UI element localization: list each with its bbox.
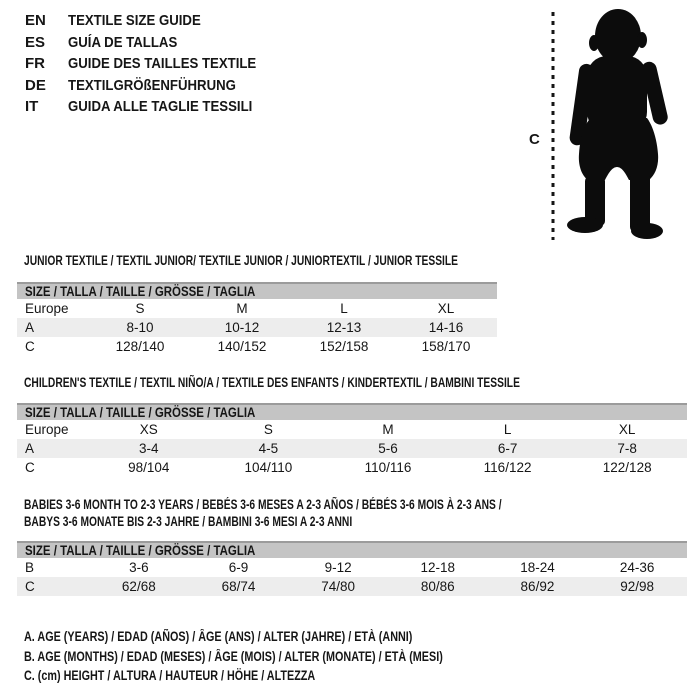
value-cell: XS	[139, 422, 158, 437]
value-cell: 92/98	[620, 579, 655, 594]
value-cell: M	[382, 422, 394, 437]
row-label-cell: A	[25, 320, 35, 335]
legend-line	[24, 666, 547, 686]
section-title-line	[24, 252, 497, 269]
size-table-wrap	[17, 541, 687, 596]
table-header-text: SIZE / TALLA / TAILLE / GRÖSSE / TAGLIA	[25, 284, 256, 299]
value-cell: XL	[437, 301, 455, 316]
row-label-cell: B	[25, 560, 35, 575]
legend-line-text: B. AGE (MONTHS) / EDAD (MESES) / ÂGE (MOIS) / ALTER (MONATE) / ETÀ (MESI)	[24, 648, 443, 664]
value-cell: 14-16	[428, 320, 464, 335]
row-label-cell: A	[25, 441, 35, 456]
table-row	[17, 458, 687, 477]
value-cell: 5-6	[378, 441, 398, 456]
language-code: DE	[25, 76, 46, 94]
table-row	[17, 558, 687, 577]
foot-right	[631, 223, 663, 239]
children-textile-section	[17, 374, 687, 475]
value-cell: M	[236, 301, 248, 316]
table-header-bar	[17, 541, 687, 558]
language-row	[25, 12, 282, 34]
value-cell: 8-10	[126, 320, 154, 335]
legend-line-text: A. AGE (YEARS) / EDAD (AÑOS) / ÂGE (ANS) / ALTER (JAHRE) / ETÀ (ANNI)	[24, 629, 413, 644]
junior-size-table	[17, 299, 497, 356]
section-title	[24, 252, 497, 269]
value-cell: 12-18	[420, 560, 456, 575]
language-label: GUIDE DES TAILLES TEXTILE	[68, 55, 257, 72]
value-cell: 128/140	[115, 339, 165, 354]
language-row	[25, 98, 282, 120]
language-row	[25, 55, 282, 77]
section-title-text: JUNIOR TEXTILE / TEXTIL JUNIOR/ TEXTILE JUNIOR / JUNIORTEXTIL / JUNIOR TESSILE	[24, 253, 459, 268]
value-cell: 7-8	[617, 441, 637, 456]
table-header-bar	[17, 282, 497, 299]
language-list	[25, 12, 282, 120]
value-cell: L	[503, 422, 512, 437]
table-row	[17, 299, 497, 318]
section-title-line	[24, 513, 687, 530]
row-label-cell: Europe	[25, 301, 69, 316]
ear-right	[637, 32, 647, 48]
section-title	[24, 374, 687, 391]
section-title-line	[24, 374, 687, 391]
foot-left	[567, 217, 603, 233]
legend-line-text: C. (cm) HEIGHT / ALTURA / HAUTEUR / HÖHE / ALTEZZA	[24, 668, 316, 683]
value-cell: 6-9	[228, 560, 249, 575]
value-cell: 62/68	[121, 579, 156, 594]
value-cell: 12-13	[326, 320, 362, 335]
value-cell: 104/110	[244, 460, 293, 475]
child-silhouette	[567, 9, 669, 239]
row-label-cell: Europe	[25, 422, 69, 437]
table-row	[17, 337, 497, 356]
value-cell: 4-5	[258, 441, 279, 456]
language-code: FR	[25, 55, 45, 72]
language-code: EN	[25, 12, 46, 29]
table-header-bar	[17, 403, 687, 420]
junior-textile-section	[17, 252, 497, 354]
value-cell: 86/92	[520, 579, 555, 594]
row-label-cell: C	[25, 339, 35, 354]
value-cell: 6-7	[497, 441, 518, 456]
value-cell: 24-36	[619, 560, 655, 575]
value-cell: 10-12	[224, 320, 260, 335]
size-table-wrap	[17, 403, 687, 477]
value-cell: S	[263, 422, 273, 437]
value-cell: 110/116	[364, 460, 412, 475]
value-cell: L	[340, 301, 348, 316]
table-header-text: SIZE / TALLA / TAILLE / GRÖSSE / TAGLIA	[25, 543, 256, 558]
babies-size-table	[17, 558, 687, 596]
value-cell: 122/128	[602, 460, 652, 475]
value-cell: 3-6	[129, 560, 149, 575]
ear-left	[589, 35, 599, 51]
value-cell: 116/122	[483, 460, 532, 475]
value-cell: 3-4	[139, 441, 159, 456]
row-label-cell: C	[25, 460, 35, 475]
shorts	[579, 118, 658, 180]
table-row	[17, 577, 687, 596]
table-row	[17, 420, 687, 439]
head	[595, 9, 641, 63]
value-cell: 9-12	[324, 560, 352, 575]
value-cell: 18-24	[520, 560, 555, 575]
language-row	[25, 77, 282, 99]
language-row	[25, 34, 282, 56]
language-code: ES	[25, 33, 46, 51]
value-cell: XL	[618, 422, 636, 437]
table-row	[17, 318, 497, 337]
value-cell: 74/80	[321, 579, 356, 594]
language-label: TEXTILGRÖßENFÜHRUNG	[68, 76, 236, 94]
value-cell: 140/152	[217, 339, 267, 354]
size-figure	[523, 6, 695, 246]
children-size-table	[17, 420, 687, 477]
section-title-text: CHILDREN'S TEXTILE / TEXTIL NIÑO/A / TEXTILE DES ENFANTS / KINDERTEXTIL / BAMBINI TESSILE	[24, 375, 520, 390]
value-cell: 68/74	[221, 579, 256, 594]
measurement-legend	[24, 627, 547, 686]
babies-textile-section	[17, 496, 687, 594]
language-label: GUÍA DE TALLAS	[68, 33, 178, 51]
section-title	[24, 496, 687, 530]
section-title-line	[24, 496, 687, 513]
table-row	[17, 439, 687, 458]
legend-line	[24, 647, 547, 667]
value-cell: 98/104	[128, 460, 170, 475]
value-cell: 152/158	[319, 339, 369, 354]
row-label-cell: C	[25, 579, 35, 594]
value-cell: 158/170	[421, 339, 471, 354]
section-title-text: BABIES 3-6 MONTH TO 2-3 YEARS / BEBÉS 3-6 MESES A 2-3 AÑOS / BÉBÉS 3-6 MOIS À 2-3 ANS /	[24, 497, 502, 512]
legend-line	[24, 627, 547, 647]
value-cell: S	[135, 301, 145, 316]
language-code: IT	[25, 98, 39, 115]
table-header-text: SIZE / TALLA / TAILLE / GRÖSSE / TAGLIA	[25, 405, 256, 420]
size-table-wrap	[17, 282, 497, 356]
language-label: TEXTILE SIZE GUIDE	[68, 12, 201, 29]
figure-height-label: C	[529, 131, 540, 148]
value-cell: 80/86	[420, 579, 455, 594]
language-label: GUIDA ALLE TAGLIE TESSILI	[68, 98, 253, 115]
section-title-text: BABYS 3-6 MONATE BIS 2-3 JAHRE / BAMBINI 3-6 MESI A 2-3 ANNI	[24, 514, 353, 529]
